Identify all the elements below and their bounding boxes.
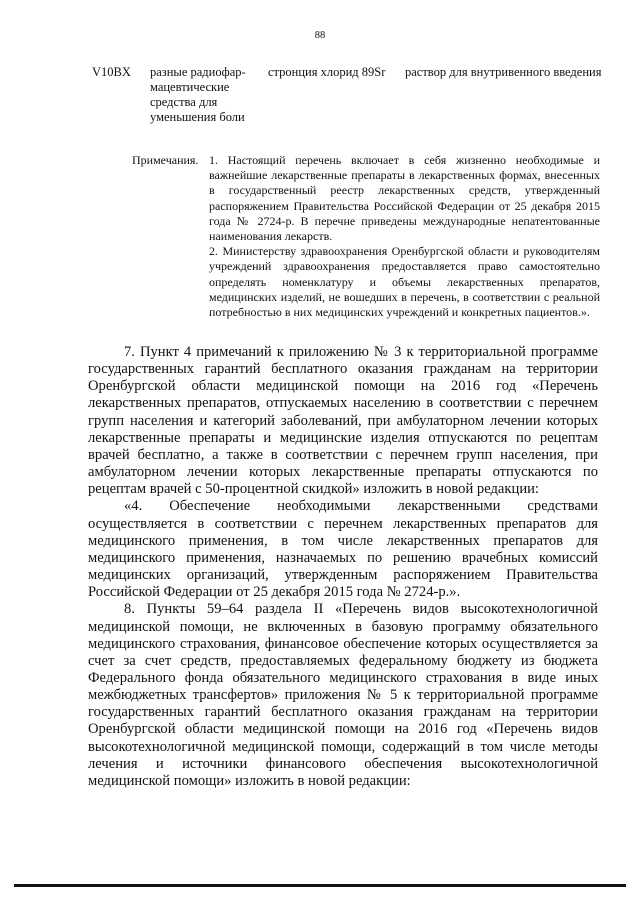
atc-code-cell: V10BX bbox=[92, 65, 131, 79]
substance-cell: стронция хлорид 89Sr bbox=[268, 65, 386, 79]
note-item: 2. Министерству здравоохранения Оренбургской области и руководителям учреждений здравоохранения предоставляется право самостоятельно определять номенклатуру и объемы лекарственных препаратов, медицинских изделий, не вошедших в перечень, в соответствии с реальной потребностью в них медицинских учреждений и конкретных пациентов.». bbox=[209, 244, 600, 320]
note-item: 1. Настоящий перечень включает в себя жизненно необходимые и важнейшие лекарственные препараты в лекарственных формах, внесенных в государственный реестр лекарственных средств, утвержденный распоряжением Правительства Российской Федерации от 25 декабря 2015 года № 2724-р. В перечне приведены международные непатентованные наименования лекарств. bbox=[209, 153, 600, 244]
page-number: 88 bbox=[314, 30, 326, 41]
paragraph: «4. Обеспечение необходимыми лекарственными средствами осуществляется в соответствии с перечнем лекарственных препаратов для медицинского применения, в том числе лекарственных препаратов для медицинского применения, назначаемых по решению врачебных комиссий медицинских организаций, утвержденным распоряжением Правительства Российской Федерации от 25 декабря 2015 года № 2724-р.». bbox=[88, 498, 598, 601]
paragraph: 7. Пункт 4 примечаний к приложению № 3 к территориальной программе государственных гарантий бесплатного оказания гражданам на территории Оренбургской области медицинской помощи на 2016 год «Перечень лекарственных препаратов, отпускаемых населению в соответствии с перечнем групп населения и категорий заболеваний, при амбулаторном лечении которых лекарственные препараты и медицинские изделия отпускаются по рецептам врачей бесплатно, а также в соответствии с перечнем групп населения, при амбулаторном лечении которых лекарственные препараты отпускаются по рецептам врачей с 50-процентной скидкой» изложить в новой редакции: bbox=[88, 344, 598, 498]
drug-group-cell: разные радиофар-мацевтические средства для уменьшения боли bbox=[150, 65, 246, 124]
bottom-rule bbox=[14, 884, 626, 887]
dosage-form-cell: раствор для внутривенного введения bbox=[405, 65, 602, 79]
notes-body bbox=[209, 153, 600, 320]
notes-label: Примечания. bbox=[132, 153, 199, 167]
body-text bbox=[88, 344, 598, 790]
paragraph: 8. Пункты 59–64 раздела II «Перечень видов высокотехнологичной медицинской помощи, не включенных в базовую программу обязательного медицинского страхования, финансовое обеспечение которых осуществляется за счет за счет средств, предоставляемых федеральному бюджету из бюджета Федерального фонда обязательного медицинского страхования в виде иных межбюджетных трансфертов» приложения № 5 к территориальной программе государственных гарантий бесплатного оказания гражданам на территории Оренбургской области медицинской помощи на 2016 год «Перечень видов высокотехнологичной медицинской помощи, содержащий в том числе методы лечения и источники финансового обеспечения высокотехнологичной медицинской помощи» изложить в новой редакции: bbox=[88, 601, 598, 789]
